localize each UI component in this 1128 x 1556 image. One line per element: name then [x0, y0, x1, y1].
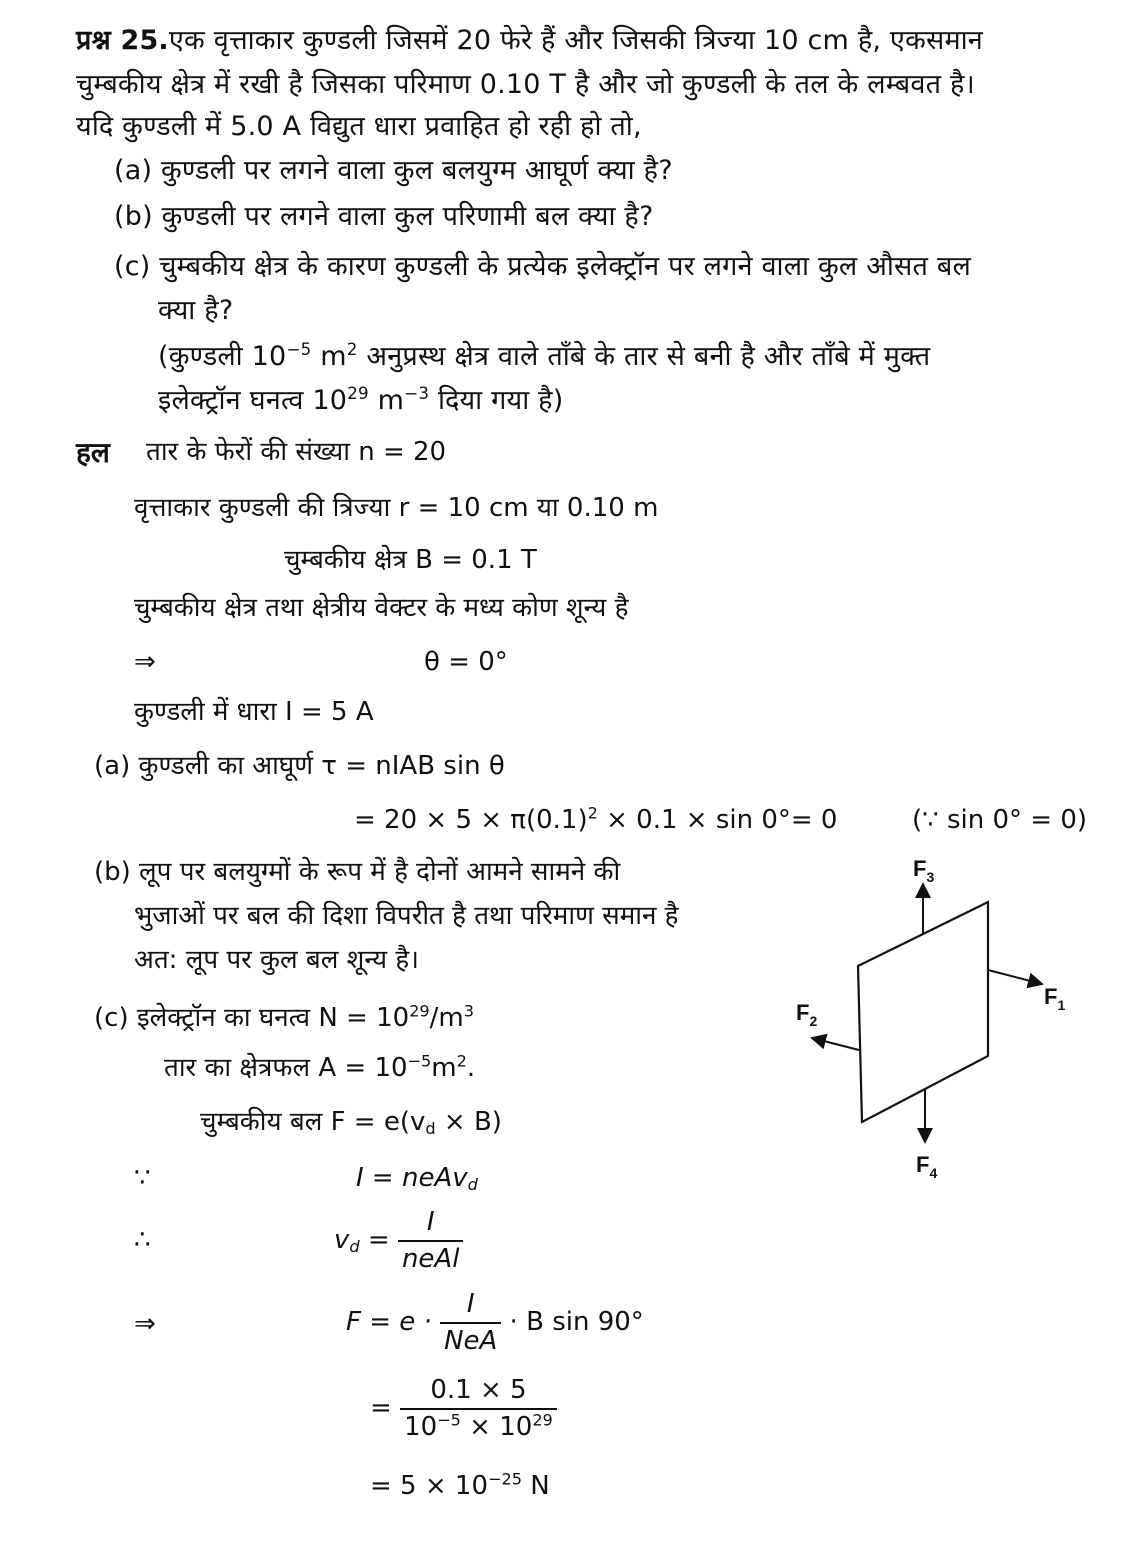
- final-answer: = $5 \times 10^{-25}$ N: [370, 1469, 550, 1501]
- solution-part-c-density: (c) इलेक्ट्रॉन का घनत्व $N = 10^{29}/m^3$: [94, 1001, 475, 1033]
- solution-theta: θ = 0°: [424, 647, 508, 677]
- force-loop-diagram: [780, 850, 1100, 1190]
- solution-current: कुण्डली में धारा I = 5 A: [134, 697, 374, 727]
- solution-label: हल: [76, 436, 110, 469]
- force-fraction: $\frac{I}{\text{NeA}}$: [440, 1290, 501, 1355]
- result-fraction: $\frac{0.1 \times 5}{10^{-5} \times 10^{29}}$: [400, 1376, 557, 1441]
- solution-part-b-line-2: भुजाओं पर बल की दिशा विपरीत है तथा परिमाण समान है: [134, 901, 679, 931]
- solution-part-a-note: (∵ sin 0° = 0): [912, 805, 1088, 835]
- solution-turns: तार के फेरों की संख्या n = 20: [146, 437, 447, 467]
- question-part-a: (a) कुण्डली पर लगने वाला कुल बलयुग्म आघूर्ण क्या है?: [114, 155, 673, 186]
- drift-velocity-equation: $v_d$ = $\frac{I}{\text{neAl}}$: [334, 1208, 463, 1273]
- result-fraction-line: = $\frac{0.1 \times 5}{10^{-5} \times 10^{29}}$: [370, 1376, 557, 1441]
- f2-label: $F_2$: [796, 1000, 818, 1029]
- question-note-line-1: (कुण्डली $10^{-5}$ $m^2$ अनुप्रस्थ क्षेत्र वाले ताँबे के तार से बनी है और ताँबे में मुक्त: [158, 338, 931, 372]
- current-equation: I = neAv$_d$: [356, 1163, 478, 1195]
- because-symbol: ∵: [134, 1163, 151, 1193]
- solution-part-c-area: तार का क्षेत्रफल $A = 10^{-5}m^2$.: [164, 1051, 476, 1083]
- force-equation: F = e · $\frac{I}{\text{NeA}}$ · B sin 90°: [346, 1289, 644, 1356]
- f1-label: $F_1$: [1044, 984, 1066, 1013]
- f4-label: $F_4$: [916, 1152, 938, 1181]
- f1-arrow: [988, 970, 1042, 984]
- f3-label: $F_3$: [913, 856, 935, 885]
- question-line-3: यदि कुण्डली में 5.0 A विद्युत धारा प्रवाहित हो रही हो तो,: [76, 111, 642, 142]
- question-line-1: प्रश्न 25.एक वृत्ताकार कुण्डली जिसमें 20 फेरे हैं और जिसकी त्रिज्या 10 cm है, एकसमान: [76, 25, 983, 56]
- implies-symbol: ⇒: [134, 647, 156, 677]
- drift-velocity-fraction: $\frac{I}{\text{neAl}}$: [398, 1208, 463, 1273]
- question-label: प्रश्न 25.: [76, 25, 169, 56]
- question-note-line-2: इलेक्ट्रॉन घनत्व $10^{29}$ $m^{-3}$ दिया गया है): [158, 382, 564, 416]
- solution-angle-text: चुम्बकीय क्षेत्र तथा क्षेत्रीय वेक्टर के मध्य कोण शून्य है: [134, 593, 629, 623]
- question-part-c-cont: क्या है?: [158, 295, 234, 326]
- therefore-symbol: ∴: [134, 1225, 151, 1255]
- question-line-2: चुम्बकीय क्षेत्र में रखी है जिसका परिमाण 0.10 T है और जो कुण्डली के तल के लम्बवत है।: [76, 69, 975, 100]
- question-part-b: (b) कुण्डली पर लगने वाला कुल परिणामी बल क्या है?: [114, 201, 654, 232]
- f2-arrow: [812, 1038, 859, 1050]
- implies-symbol-2: ⇒: [134, 1309, 156, 1339]
- solution-part-b-line-3: अत: लूप पर कुल बल शून्य है।: [134, 945, 419, 975]
- solution-part-b-line-1: (b) लूप पर बलयुग्मों के रूप में है दोनों आमने सामने की: [94, 857, 621, 887]
- solution-part-a: (a) कुण्डली का आघूर्ण τ = nIAB sin θ: [94, 751, 505, 781]
- current-loop: [858, 902, 988, 1122]
- question-part-c: (c) चुम्बकीय क्षेत्र के कारण कुण्डली के प्रत्येक इलेक्ट्रॉन पर लगने वाला कुल औसत बल: [114, 251, 971, 282]
- solution-magnetic-force: चुम्बकीय बल $F = e(v_d \times B)$: [200, 1107, 502, 1139]
- solution-radius: वृत्ताकार कुण्डली की त्रिज्या r = 10 cm या 0.10 m: [134, 493, 659, 523]
- solution-part-a-calc: = $20 \times 5 \times \pi(0.1)^2 \times 0.1 \times \sin 0^\circ= 0$: [354, 803, 838, 835]
- solution-field: चुम्बकीय क्षेत्र B = 0.1 T: [284, 545, 537, 575]
